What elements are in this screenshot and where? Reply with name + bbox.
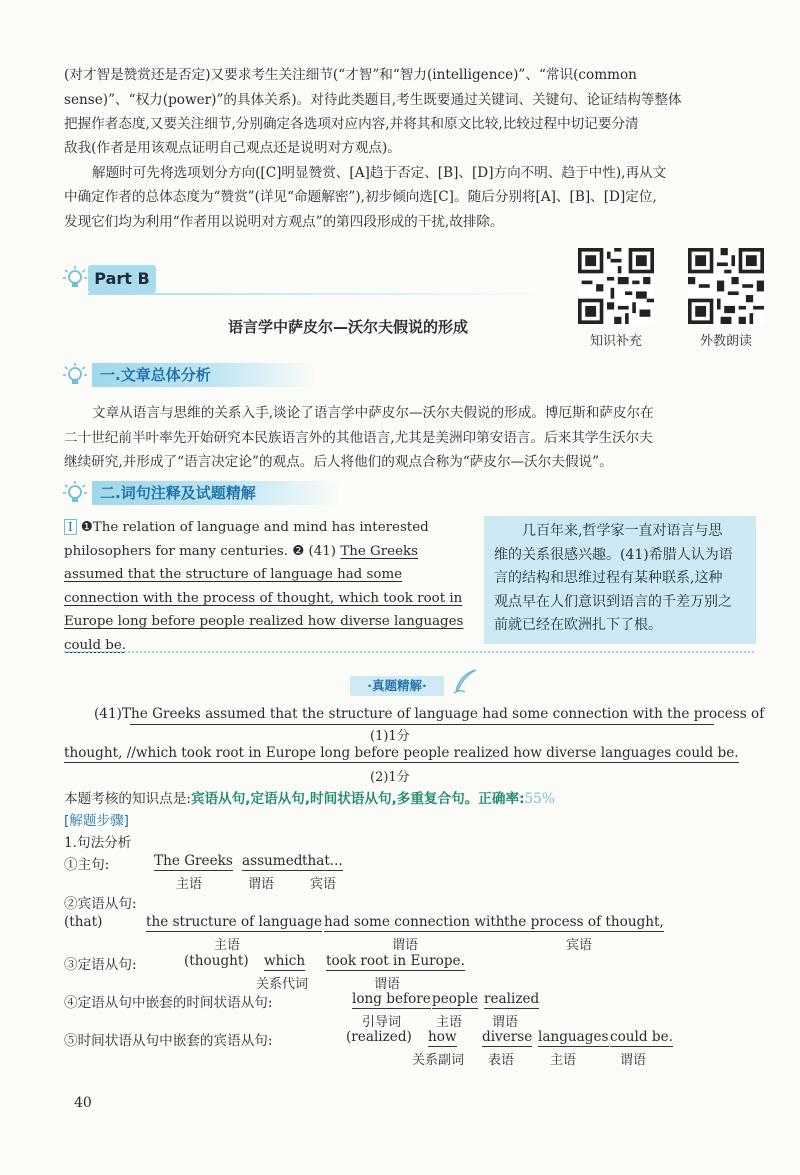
analysis-term: diverse <box>482 1029 533 1045</box>
overview-line: 继续研究,并形成了“语言决定论”的观点。后人将他们的观点合称为“萨皮尔—沃尔夫假说”。 <box>64 454 613 470</box>
translation-line: 言的结构和思维过程有某种联系,这种 <box>494 570 723 586</box>
section-heading: 一.文章总体分析 <box>92 363 315 387</box>
grammar-tag: 主语 <box>436 1015 463 1030</box>
intro-line: 解题时可先将选项划分方向([C]明显赞赏、[A]趋于否定、[B]、[D]方向不明、趋于中性),再从文 <box>92 165 667 181</box>
analysis-term: that... <box>302 853 343 869</box>
grammar-tag: 谓语 <box>248 877 275 892</box>
passage-english <box>64 516 474 657</box>
analysis-term: took root in Europe. <box>326 953 465 969</box>
intro-line: sense)”、“权力(power)”的具体关系)。对待此类题目,考生既要通过关键词、关键句、论证结构等整体 <box>64 92 682 108</box>
underline <box>130 724 714 725</box>
translation-box <box>484 516 756 644</box>
question-text: (41)The Greeks assumed that the structure of language had some connection with the process of <box>94 706 765 722</box>
analysis-label: ①主句: <box>64 857 110 873</box>
grammar-tag: 主语 <box>550 1053 577 1068</box>
grammar-tag: 主语 <box>214 938 241 953</box>
grammar-tag: 谓语 <box>492 1015 519 1030</box>
grammar-tag: 谓语 <box>392 938 419 953</box>
grammar-tag: 引导词 <box>362 1015 402 1030</box>
knowledge-points: 宾语从句,定语从句,时间状语从句,多重复合句。正确率: <box>190 791 525 807</box>
analysis-term: long before <box>352 991 431 1007</box>
intro-line: 把握作者态度,又要关注细节,分别确定各选项对应内容,并将其和原文比较,比较过程中切记要分清 <box>64 116 639 132</box>
analysis-term: could be. <box>610 1029 673 1045</box>
sentence-1: The relation of language and mind has interested philosophers for many centuries. <box>64 520 429 559</box>
grammar-tag: 关系副词 <box>412 1053 465 1068</box>
intro-line: 中确定作者的总体态度为“赞赏”(详见“命题解密”),初步倾向选[C]。随后分别将[A]、[B]、[D]定位, <box>64 189 657 205</box>
question-number: (41) <box>308 543 337 559</box>
analysis-prefix: (thought) <box>184 953 249 969</box>
analysis-term: realized <box>484 991 540 1007</box>
analysis-label: ②宾语从句: <box>64 896 137 912</box>
grammar-tag: 主语 <box>176 877 203 892</box>
accuracy-rate: 55% <box>524 791 555 807</box>
knowledge-line <box>64 787 555 807</box>
grammar-tag: 表语 <box>488 1053 515 1068</box>
grammar-tag: 谓语 <box>620 1053 647 1068</box>
analysis-term: assumed <box>242 853 303 869</box>
intro-line: 敌我(作者是用该观点证明自己观点还是说明对方观点)。 <box>64 140 401 156</box>
lightbulb-icon <box>62 480 88 506</box>
score-mark: (1)1分 <box>370 729 410 744</box>
qr-code-knowledge[interactable] <box>578 248 654 324</box>
analysis-label: ③定语从句: <box>64 957 137 973</box>
zhenti-label: ·真题精解· <box>350 676 444 696</box>
part-b-label: Part B <box>88 265 156 293</box>
grammar-tag: 谓语 <box>374 977 401 992</box>
analysis-heading: 1.句法分析 <box>64 835 132 851</box>
sentence-number: ❷ <box>292 543 305 559</box>
page-number: 40 <box>74 1095 92 1111</box>
lightbulb-icon <box>62 265 88 291</box>
knowledge-prefix: 本题考核的知识点是: <box>64 791 191 807</box>
divider <box>64 651 754 653</box>
translation-line: 前就已经在欧洲扎下了根。 <box>494 617 662 633</box>
overview-line: 二十世纪前半叶率先开始研究本民族语言外的其他语言,尤其是美洲印第安语言。后来其学生沃尔夫 <box>64 430 653 446</box>
analysis-term: had some connection with <box>324 914 505 930</box>
analysis-term: The Greeks <box>154 853 233 869</box>
steps-label: [解题步骤] <box>64 813 129 829</box>
question-text: thought, //which took root in Europe long before people realized how diverse languages could be. <box>64 745 739 761</box>
question-line <box>64 745 739 761</box>
question-line <box>94 706 764 722</box>
analysis-label: ④定语从句中嵌套的时间状语从句: <box>64 995 273 1011</box>
analysis-term: how <box>428 1029 457 1045</box>
score-mark: (2)1分 <box>370 770 410 785</box>
paragraph-marker: I <box>64 519 77 535</box>
analysis-prefix: (realized) <box>346 1029 412 1045</box>
sentence-number: ❶ <box>80 520 93 535</box>
part-b-underline <box>88 293 548 295</box>
intro-line: 发现它们均为利用“作者用以说明对方观点”的第四段形成的干扰,故排除。 <box>64 214 504 230</box>
intro-line: (对才智是赞赏还是否定)又要求考生关注细节(“才智”和“智力(intelligence)”、“常识(common <box>64 67 637 83</box>
passage-title: 语言学中萨皮尔—沃尔夫假说的形成 <box>228 318 469 336</box>
analysis-term: the process of thought, <box>504 914 664 930</box>
analysis-prefix: (that) <box>64 914 103 930</box>
qr-label-reading: 外教朗读 <box>699 334 752 349</box>
analysis-term: languages <box>538 1029 609 1045</box>
analysis-label: ⑤时间状语从句中嵌套的宾语从句: <box>64 1033 273 1049</box>
qr-code-reading[interactable] <box>688 248 764 324</box>
translation-line: 几百年来,哲学家一直对语言与思 <box>522 523 723 539</box>
quill-pen-icon <box>450 668 478 696</box>
analysis-term: people <box>432 991 479 1007</box>
overview-line: 文章从语言与思维的关系入手,谈论了语言学中萨皮尔—沃尔夫假说的形成。博厄斯和萨皮尔在 <box>92 405 654 421</box>
section-heading: 二.词句注释及试题精解 <box>92 481 340 505</box>
lightbulb-icon <box>62 362 88 388</box>
translation-line: 观点早在人们意识到语言的千差万别之 <box>494 593 732 610</box>
qr-label-knowledge: 知识补充 <box>589 334 642 349</box>
translation-line: 维的关系很感兴趣。(41)希腊人认为语 <box>494 546 733 563</box>
grammar-tag: 宾语 <box>566 938 593 953</box>
sentence-2-underlined: The Greeks assumed that the structure of language had some connection with the process of thought, which took root in Europe long before people realized how diverse languages could be. <box>64 543 464 653</box>
grammar-tag: 关系代词 <box>256 977 309 992</box>
grammar-tag: 宾语 <box>310 877 337 892</box>
analysis-term: which <box>264 953 306 969</box>
analysis-term: the structure of language <box>146 914 323 930</box>
